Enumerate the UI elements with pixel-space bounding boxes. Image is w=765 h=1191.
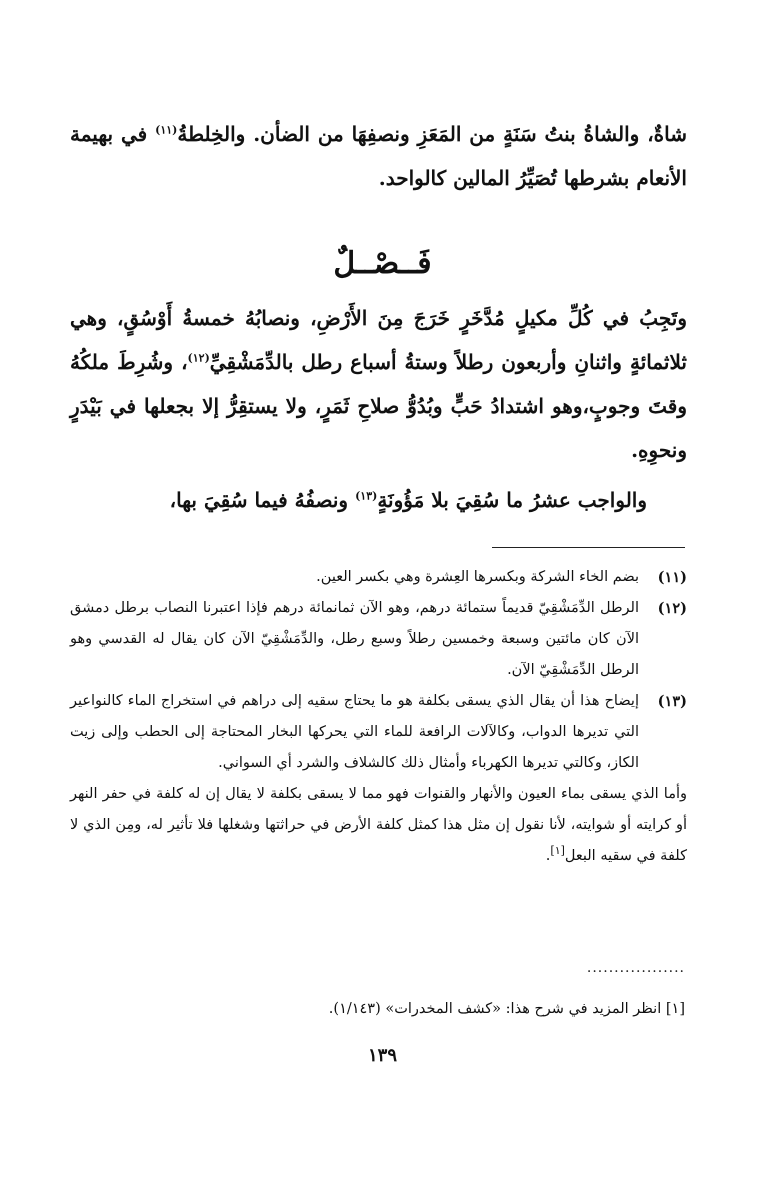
editor-note-text: انظر المزيد في شرح هذا: «كشف المخدرات» (١/١٤٣). xyxy=(328,1001,662,1017)
footnote-13-continuation xyxy=(70,779,687,872)
footnote-text: بضم الخاء الشركة وبكسرها العِشرة وهي بكسر العين. xyxy=(316,569,639,585)
footnote-text: وأما الذي يسقى بماء العيون والأنهار والقنوات فهو مما لا يسقى بكلفة لا يقال إن له كلفة في حفر النهر أو كرايته أو شوايته، لأنا نقول إن مثل هذا كمثل كلفة الأرض في حراثتها وشغلها فلا تأثير له، ومِن الذي لا كلفة في سقيه البعل xyxy=(70,786,687,864)
footnote-text: الرطل الدِّمَشْقِيّ قديماً ستمائة درهم، وهو الآن ثمانمائة درهم فإذا اعتبرنا النصاب برطل دمشق الآن كان مائتين وسبعة وخمسين رطلاً وسبع رطل، والدِّمَشْقِيّ الآن كان يقال له القدسي وهو الرطل الدِّمَشْقِيّ الآن. xyxy=(70,600,639,678)
editor-note-ref: [١] xyxy=(550,844,565,858)
paragraph-text: وتَجِبُ في كُلِّ مكيلٍ مُدَّخَرٍ خَرَجَ مِنَ الأَرْضِ، ونصابُهُ خمسةُ أَوْسُقٍ، وهي ثلاثمائةٍ واثنانِ وأربعون رطلاً وستةُ أسباع رطل بالدِّمَشْقِيِّ xyxy=(70,306,687,374)
footnote-ref-13: (١٣) xyxy=(355,489,378,503)
editor-note xyxy=(70,994,685,1025)
main-paragraph-1 xyxy=(70,112,687,200)
footnote-ref-11: (١١) xyxy=(155,123,178,137)
footnote-text-end: . xyxy=(545,848,551,864)
dotted-separator: .................. xyxy=(586,960,685,976)
paragraph-text: والواجب عشرُ ما سُقِيَ بلا مَؤُونَةٍ xyxy=(377,488,647,512)
footnote-11 xyxy=(70,562,687,593)
footnote-12 xyxy=(70,593,687,686)
paragraph-text-cont: ، وشُرِطَ ملكُهُ وقتَ وجوبٍ،وهو اشتدادُ حَبٍّ وبُدُوُّ صلاحِ ثَمَرٍ، ولا يستقِرُّ إلا بجعلها في بَيْدَرٍ ونحوِهِ. xyxy=(70,350,687,462)
footnote-number: (١١) xyxy=(657,569,687,586)
paragraph-text-cont: في بهيمة الأنعام بشرطها تُصَيِّرُ المالين كالواحد. xyxy=(70,122,687,190)
paragraph-text: شاةٌ، والشاةُ بنتُ سَنَةٍ من المَعَزِ ونصفِهَا من الضأن. والخِلطةُ xyxy=(177,122,688,146)
paragraph-text-cont: ونصفُهُ فيما سُقِيَ بها، xyxy=(169,488,349,512)
main-paragraph-3 xyxy=(70,478,687,522)
footnote-text: إيضاح هذا أن يقال الذي يسقى بكلفة هو ما يحتاج سقيه إلى دراهم في استخراج الماء كالنواعير التي تديرها الدواب، وكالآلات الرافعة للماء التي يحركها البخار المحتاجة إلى الحطب وإلى زيت الكاز، وكالتي تديرها الكهرباء وأمثال ذلك كالشلاف والشرد أي السواني. xyxy=(70,693,639,771)
main-paragraph-2 xyxy=(70,296,687,472)
footnotes xyxy=(70,562,687,872)
footnote-number: (١٢) xyxy=(657,600,687,617)
footnote-ref-12: (١٢) xyxy=(187,351,210,365)
footnote-separator xyxy=(492,547,685,548)
editor-note-number: [١] xyxy=(665,1001,685,1017)
page-number: ١٣٩ xyxy=(367,1045,397,1066)
footnote-number: (١٣) xyxy=(657,693,687,710)
footnote-13 xyxy=(70,686,687,779)
section-heading: فَــصْــلٌ xyxy=(333,246,432,281)
